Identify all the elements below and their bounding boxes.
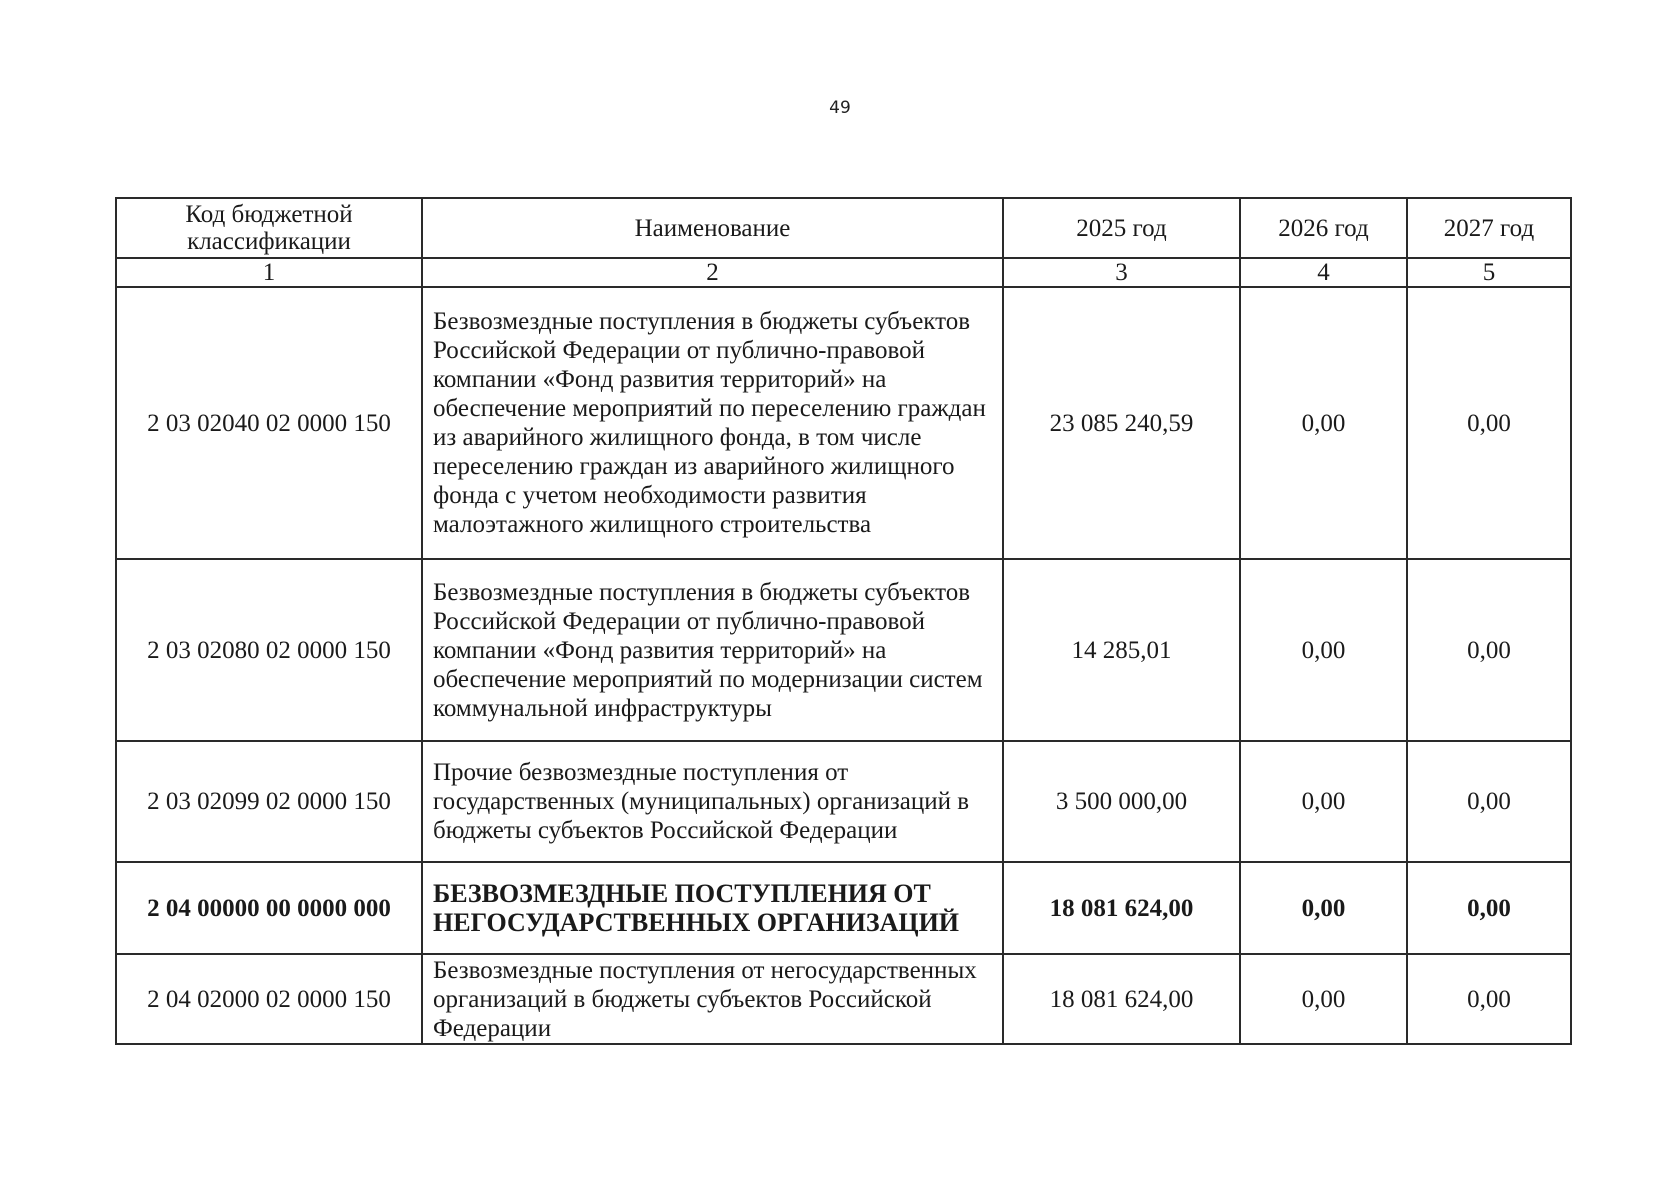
budget-code-cell: 2 03 02099 02 0000 150: [116, 741, 422, 862]
header-2027: 2027 год: [1407, 198, 1571, 258]
amount-2027-cell: 0,00: [1407, 862, 1571, 954]
item-name-cell: Безвозмездные поступления от негосударственных организаций в бюджеты субъектов Российской Федерации: [422, 954, 1003, 1044]
header-2025: 2025 год: [1003, 198, 1240, 258]
budget-revenue-table: [115, 197, 1572, 1045]
amount-2025-cell: 18 081 624,00: [1003, 862, 1240, 954]
table-header-row: [116, 198, 1571, 258]
table-row: [116, 559, 1571, 741]
amount-2026-cell: 0,00: [1240, 741, 1407, 862]
item-name-cell: Прочие безвозмездные поступления от государственных (муниципальных) организаций в бюджеты субъектов Российской Федерации: [422, 741, 1003, 862]
amount-2027-cell: 0,00: [1407, 741, 1571, 862]
header-2026: 2026 год: [1240, 198, 1407, 258]
amount-2025-cell: 23 085 240,59: [1003, 287, 1240, 559]
item-name-cell: Безвозмездные поступления в бюджеты субъектов Российской Федерации от публично-правовой компании «Фонд развития территорий» на обеспечение мероприятий по переселению граждан из аварийного жилищного фонда, в том числе переселению граждан из аварийного жилищного фонда с учетом необходимости развития малоэтажного жилищного строительства: [422, 287, 1003, 559]
table-row: [116, 287, 1571, 559]
table-row: [116, 741, 1571, 862]
header-name: Наименование: [422, 198, 1003, 258]
column-number-5: 5: [1407, 258, 1571, 287]
column-number-3: 3: [1003, 258, 1240, 287]
column-number-4: 4: [1240, 258, 1407, 287]
amount-2025-cell: 14 285,01: [1003, 559, 1240, 741]
amount-2025-cell: 3 500 000,00: [1003, 741, 1240, 862]
column-number-row: [116, 258, 1571, 287]
item-name-cell: Безвозмездные поступления в бюджеты субъектов Российской Федерации от публично-правовой компании «Фонд развития территорий» на обеспечение мероприятий по модернизации систем коммунальной инфраструктуры: [422, 559, 1003, 741]
amount-2025-cell: 18 081 624,00: [1003, 954, 1240, 1044]
budget-code-cell: 2 03 02080 02 0000 150: [116, 559, 422, 741]
header-code: Код бюджетной классификации: [116, 198, 422, 258]
budget-code-cell: 2 04 00000 00 0000 000: [116, 862, 422, 954]
budget-code-cell: 2 03 02040 02 0000 150: [116, 287, 422, 559]
column-number-1: 1: [116, 258, 422, 287]
amount-2026-cell: 0,00: [1240, 559, 1407, 741]
table-row: [116, 954, 1571, 1044]
table-row-section-total: [116, 862, 1571, 954]
amount-2026-cell: 0,00: [1240, 954, 1407, 1044]
amount-2027-cell: 0,00: [1407, 559, 1571, 741]
column-number-2: 2: [422, 258, 1003, 287]
amount-2027-cell: 0,00: [1407, 287, 1571, 559]
budget-code-cell: 2 04 02000 02 0000 150: [116, 954, 422, 1044]
page-number: 49: [829, 98, 851, 118]
amount-2026-cell: 0,00: [1240, 287, 1407, 559]
amount-2027-cell: 0,00: [1407, 954, 1571, 1044]
item-name-cell: БЕЗВОЗМЕЗДНЫЕ ПОСТУПЛЕНИЯ ОТ НЕГОСУДАРСТВЕННЫХ ОРГАНИЗАЦИЙ: [422, 862, 1003, 954]
amount-2026-cell: 0,00: [1240, 862, 1407, 954]
